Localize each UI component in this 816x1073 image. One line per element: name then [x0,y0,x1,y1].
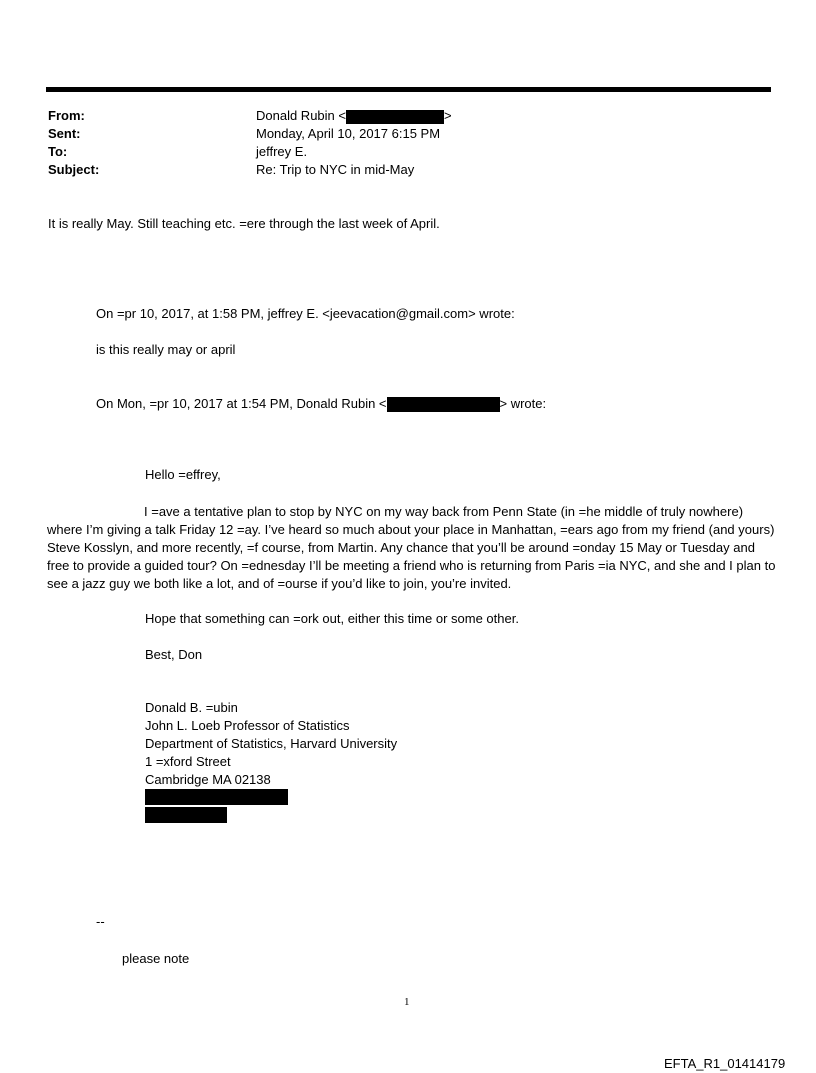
header-rule [46,87,771,92]
redaction-block [387,397,500,412]
hope-line: Hope that something can =ork out, either this time or some other. [145,611,519,626]
from-value [256,108,452,124]
to-label: To: [48,144,68,159]
document-id: EFTA_R1_01414179 [664,1056,786,1071]
quote2-attribution [96,396,546,412]
closing-line: Best, Don [145,647,203,662]
subject-value: Re: Trip to NYC in mid-May [256,162,415,177]
sent-label: Sent: [48,126,81,141]
quote2-attribution-start: On Mon, =pr 10, 2017 at 1:54 PM, Donald Rubin < [96,396,387,411]
signature-department: Department of Statistics, Harvard University [145,736,398,751]
redaction-block [145,789,288,805]
from-name-end: > [443,108,452,123]
subject-label: Subject: [48,162,100,177]
signature-street: 1 =xford Street [145,754,231,769]
signature-city: Cambridge MA 02138 [145,772,271,787]
from-label: From: [48,108,85,123]
greeting: Hello =effrey, [145,467,221,482]
quote1-attribution: On =pr 10, 2017, at 1:58 PM, jeffrey E. <jeevacation@gmail.com> wrote: [96,306,515,321]
from-name: Donald Rubin < [256,108,346,123]
page-number: 1 [404,996,410,1008]
reply-body: It is really May. Still teaching etc. =ere through the last week of April. [48,216,440,231]
quote2-attribution-end: > wrote: [499,396,547,411]
sent-value: Monday, April 10, 2017 6:15 PM [256,126,441,141]
redaction-block [145,807,227,823]
message-paragraph: I =ave a tentative plan to stop by NYC on my way back from Penn State (in =he middle of truly nowhere) where I’m giving a talk Friday 12 =ay. I’ve heard so much about your place in Manhattan, =ears ago from my friend (and yours) Steve Kosslyn, and more recently, =f course, from Martin. Any chance that you’ll be around =onday 15 May or Tuesday and free to provide a guided tour? On =ednesday I’ll be meeting a friend who is returning from Paris =ia NYC, and she and I plan to see a jazz guy we both like a lot, and of =ourse if you’d like to join, you’re invited. [47,504,776,591]
signature-title: John L. Loeb Professor of Statistics [145,718,350,733]
separator: -- [96,914,105,929]
please-note: please note [122,951,190,966]
redaction-block [346,110,444,124]
to-value: jeffrey E. [256,144,308,159]
quote1-body: is this really may or april [96,342,236,357]
signature-name: Donald B. =ubin [145,700,238,715]
